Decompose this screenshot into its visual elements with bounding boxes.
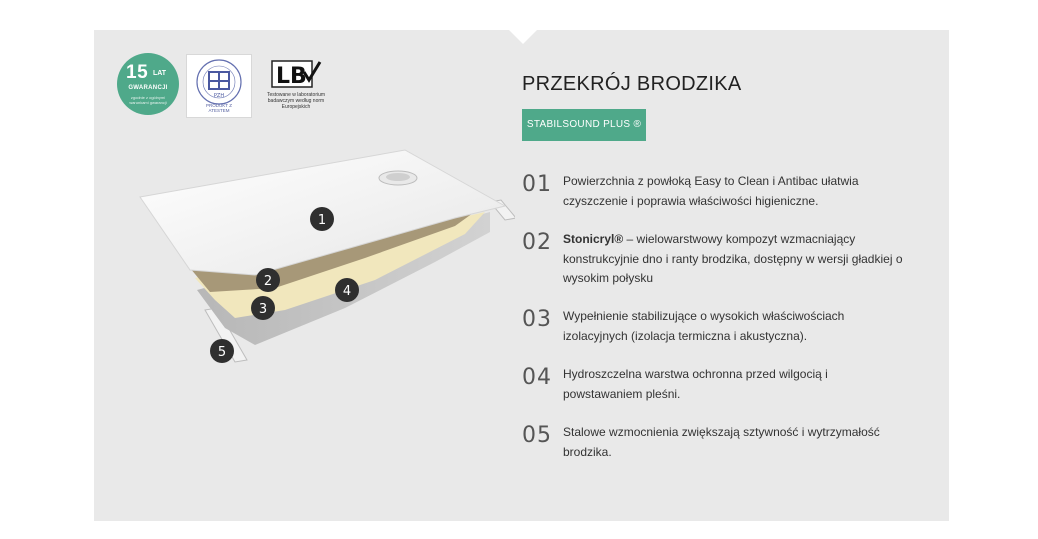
tray-cross-section-image xyxy=(135,140,515,375)
warranty-badge xyxy=(117,53,179,115)
svg-text:3: 3 xyxy=(258,302,268,317)
item-description: Hydroszczelna warstwa ochronna przed wilgocią i powstawaniem pleśni. xyxy=(563,367,828,401)
item-number: 02 xyxy=(522,230,552,255)
svg-text:1: 1 xyxy=(317,213,327,228)
item-bold-term: Stonicryl® xyxy=(563,232,624,246)
panel-notch xyxy=(509,30,537,44)
marker-4 xyxy=(335,278,359,302)
item-number: 05 xyxy=(522,423,552,448)
svg-text:2: 2 xyxy=(263,274,273,289)
lbv-letters: LB xyxy=(276,64,307,89)
item-description: Stonicryl® – wielowarstwowy kompozyt wzmacniający konstrukcyjnie dno i ranty brodzika, dostępny w wersji gładkiej o wysokim połysku xyxy=(563,232,903,285)
item-description: Wypełnienie stabilizujące o wysokich właściwościach izolacyjnych (izolacja termiczna i akustyczna). xyxy=(563,309,845,343)
marker-3 xyxy=(251,296,275,320)
item-number: 04 xyxy=(522,365,552,390)
warranty-number: 15 xyxy=(126,62,149,83)
item-description: Powierzchnia z powłoką Easy to Clean i Antibac ułatwia czyszczenie i poprawia właściwości higieniczne. xyxy=(563,174,859,208)
pzh-certificate-logo xyxy=(186,54,252,118)
marker-1 xyxy=(310,207,334,231)
pzh-text: PRODUKT Z ATESTEM xyxy=(206,103,232,113)
lbv-check-icon xyxy=(262,58,330,90)
marker-5 xyxy=(210,339,234,363)
svg-text:PZH: PZH xyxy=(213,93,225,99)
svg-text:4: 4 xyxy=(342,284,352,299)
item-number: 03 xyxy=(522,307,552,332)
lbv-logo xyxy=(262,58,330,116)
warranty-fine-print: zgodnie z ogólnymi warunkami gwarancji xyxy=(129,95,167,105)
item-number: 01 xyxy=(522,172,552,197)
marker-2 xyxy=(256,268,280,292)
stabilsound-plus-button[interactable]: STABILSOUND PLUS ® xyxy=(522,109,646,141)
warranty-unit: LAT xyxy=(153,70,167,77)
lbv-caption: Testowane w laboratorium badawczym według norm Europejskich xyxy=(266,92,326,110)
section-title: PRZEKRÓJ BRODZIKA xyxy=(522,73,742,95)
warranty-label: GWARANCJI xyxy=(128,85,168,91)
item-description: Stalowe wzmocnienia zwiększają sztywność i wytrzymałość brodzika. xyxy=(563,425,880,459)
svg-text:5: 5 xyxy=(217,345,227,360)
